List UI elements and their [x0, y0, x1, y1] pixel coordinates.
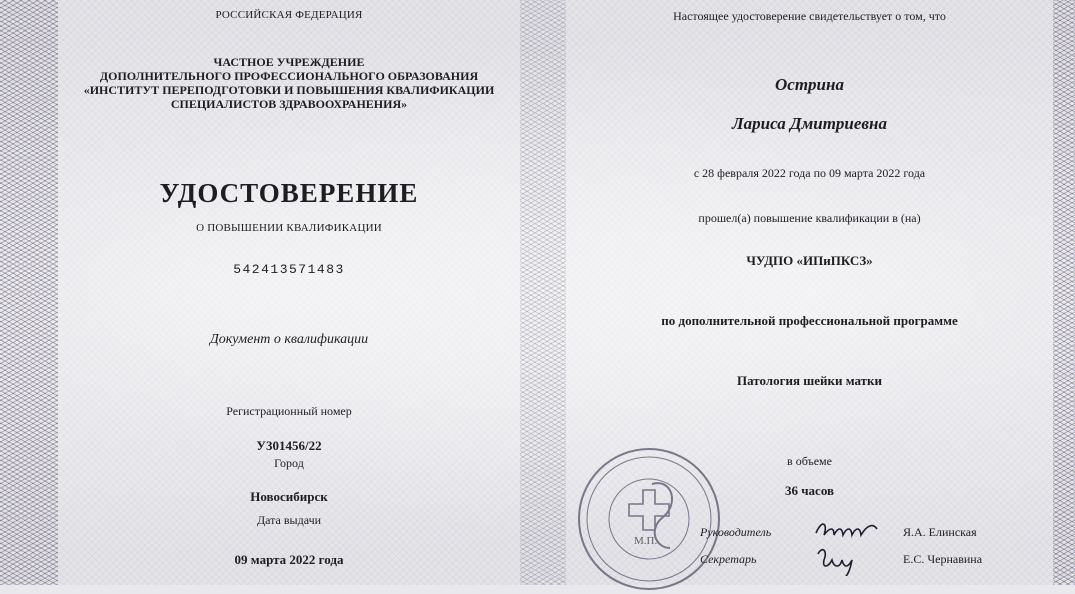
secretary-role-label: Секретарь: [700, 552, 757, 566]
issue-date-value: 09 марта 2022 года: [234, 552, 344, 567]
holder-given-names: Лариса Дмитриевна: [732, 114, 887, 133]
training-period: с 28 февраля 2022 года по 09 марта 2022 года: [693, 166, 926, 180]
city-value: Новосибирск: [250, 489, 328, 504]
head-role-label: Руководитель: [700, 525, 772, 539]
org-name-line-2: ДОПОЛНИТЕЛЬНОГО ПРОФЕССИОНАЛЬНОГО ОБРАЗОВАНИЯ: [99, 69, 479, 83]
org-name-line-1: ЧАСТНОЕ УЧРЕЖДЕНИЕ: [213, 55, 365, 69]
secretary-signature-row: [700, 552, 1060, 576]
secretary-handwritten-signature: [812, 544, 892, 576]
document-type: Документ о квалификации: [209, 332, 369, 347]
program-name: Патология шейки матки: [736, 373, 883, 388]
certificate-left-page: [58, 0, 520, 585]
volume-label: в объеме: [787, 454, 832, 468]
stamp-label: М.П.: [634, 535, 658, 547]
guilloche-border-center: [520, 0, 566, 585]
guilloche-border-left: [0, 0, 58, 585]
org-name-line-4: СПЕЦИАЛИСТОВ ЗДРАВООХРАНЕНИЯ»: [170, 97, 408, 111]
registration-number-value: У301456/22: [256, 438, 322, 453]
registration-number-label: Регистрационный номер: [226, 404, 352, 418]
guilloche-border-right: [1053, 0, 1075, 585]
org-name-line-3: «ИНСТИТУТ ПЕРЕПОДГОТОВКИ И ПОВЫШЕНИЯ КВАЛИФИКАЦИИ: [83, 83, 495, 97]
city-label: Город: [274, 456, 304, 470]
program-label: по дополнительной профессиональной программе: [661, 313, 958, 328]
volume-value: 36 часов: [784, 483, 835, 498]
holder-surname: Острина: [775, 75, 844, 94]
completion-text: прошел(а) повышение квалификации в (на): [698, 211, 921, 225]
document-subtitle: О ПОВЫШЕНИИ КВАЛИФИКАЦИИ: [196, 222, 382, 234]
issue-date-label: Дата выдачи: [256, 513, 322, 527]
head-handwritten-signature: [812, 517, 892, 543]
secretary-name: Е.С. Чернавина: [903, 552, 983, 566]
country-label: РОССИЙСКАЯ ФЕДЕРАЦИЯ: [215, 9, 363, 21]
intro-text: Настоящее удостоверение свидетельствует о том, что: [673, 9, 946, 23]
head-name: Я.А. Елинская: [903, 525, 977, 539]
blank-number: 542413571483: [233, 262, 345, 277]
document-title: УДОСТОВЕРЕНИЕ: [159, 178, 419, 208]
signatures-block: [700, 515, 1060, 585]
institution-name: ЧУДПО «ИПиПКСЗ»: [746, 253, 873, 268]
